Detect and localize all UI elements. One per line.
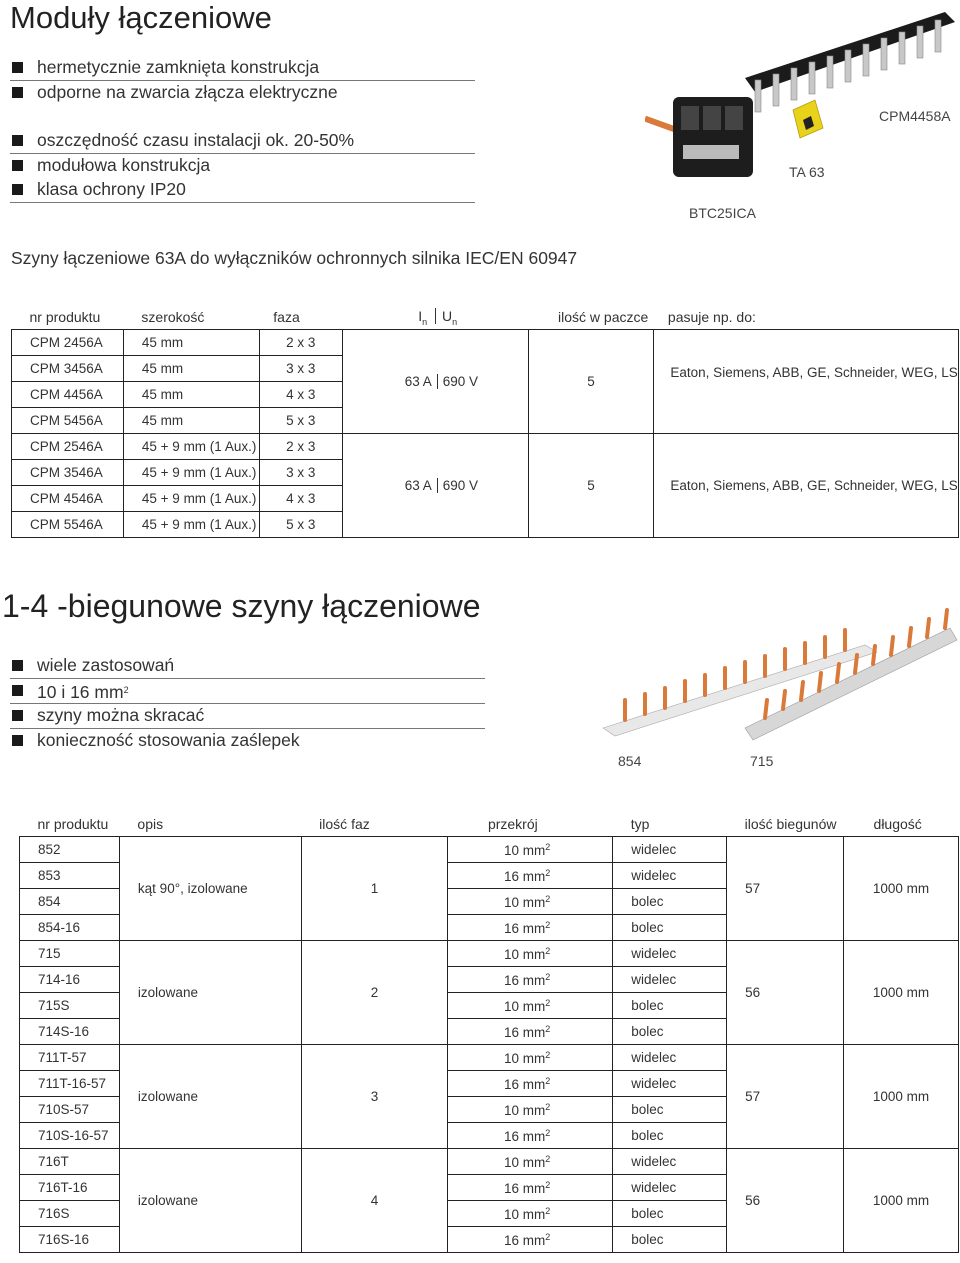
cell-phase: 3 x 3 (259, 356, 342, 382)
cell-qty: 5 (528, 434, 654, 538)
product-photo-comb-busbars (595, 600, 960, 750)
cell-length: 1000 mm (844, 1149, 959, 1253)
cell-product: CPM 2546A (12, 434, 124, 460)
table-row (20, 1149, 959, 1175)
cell-width: 45 mm (123, 408, 259, 434)
superscript: 2 (545, 971, 551, 982)
section-value: 16 mm (503, 1180, 546, 1196)
header-i: I (418, 307, 423, 324)
table1-subtitle: Szyny łączeniowe 63A do wyłączników ochronnych silnika IEC/EN 60947 (11, 248, 578, 268)
cell-type: widelec (613, 1149, 727, 1175)
cell-desc: izolowane (119, 1045, 301, 1149)
cell-product: 715 (20, 941, 120, 967)
col-header-fits: pasuje np. do: (654, 305, 959, 330)
cell-phases: 1 (301, 837, 448, 941)
section-value: 16 mm (503, 1128, 546, 1144)
cell-section (448, 967, 613, 993)
col-header-poles: ilość biegunów (727, 812, 844, 837)
section-value: 16 mm (503, 920, 546, 936)
section-value: 10 mm (503, 1154, 546, 1170)
cell-fits: Eaton, Siemens, ABB, GE, Schneider, WEG, LS (654, 434, 959, 538)
section-value: 16 mm (503, 972, 546, 988)
section-value: 10 mm (503, 998, 546, 1014)
col-header-length: długość (844, 812, 959, 837)
feature-item: odporne na zwarcia złącza elektryczne (10, 81, 475, 105)
rating-voltage: 690 V (437, 478, 478, 493)
col-header-product: nr produktu (20, 812, 120, 837)
cell-section (448, 993, 613, 1019)
cell-poles: 57 (727, 1045, 844, 1149)
col-header-desc: opis (119, 812, 301, 837)
section-value: 10 mm (503, 1206, 546, 1222)
cell-type: widelec (613, 1045, 727, 1071)
section-value: 10 mm (503, 842, 546, 858)
cell-width: 45 + 9 mm (1 Aux.) (123, 434, 259, 460)
cell-type: bolec (613, 915, 727, 941)
header-i-sub: n (422, 316, 428, 327)
cell-section (448, 1071, 613, 1097)
cell-type: bolec (613, 1227, 727, 1253)
col-header-product: nr produktu (12, 305, 124, 330)
cell-product: 710S-57 (20, 1097, 120, 1123)
section-value: 16 mm (503, 1024, 546, 1040)
cell-product: CPM 2456A (12, 330, 124, 356)
superscript: 2 (545, 1023, 551, 1034)
cell-type: widelec (613, 863, 727, 889)
cell-type: bolec (613, 1097, 727, 1123)
table-header-row (20, 812, 959, 837)
superscript: 2 (123, 685, 129, 695)
cell-width: 45 mm (123, 382, 259, 408)
table-row (20, 1045, 959, 1071)
cell-phase: 3 x 3 (259, 460, 342, 486)
superscript: 2 (545, 841, 551, 852)
cell-section (448, 1019, 613, 1045)
superscript: 2 (545, 867, 551, 878)
superscript: 2 (545, 1205, 551, 1216)
feature-item: modułowa konstrukcja (10, 154, 475, 178)
col-header-section: przekrój (448, 812, 613, 837)
table-row (12, 434, 959, 460)
header-u: U (435, 308, 452, 324)
caption-ta: TA 63 (789, 164, 825, 180)
cell-section (448, 1201, 613, 1227)
section-value: 10 mm (503, 1102, 546, 1118)
cell-desc: kąt 90°, izolowane (119, 837, 301, 941)
cell-product: 716T-16 (20, 1175, 120, 1201)
cell-desc: izolowane (119, 1149, 301, 1253)
cell-product: 714S-16 (20, 1019, 120, 1045)
section-value: 10 mm (503, 1050, 546, 1066)
cell-phase: 2 x 3 (259, 434, 342, 460)
cell-width: 45 mm (123, 330, 259, 356)
cell-product: CPM 3456A (12, 356, 124, 382)
cell-width: 45 + 9 mm (1 Aux.) (123, 512, 259, 538)
cell-phases: 4 (301, 1149, 448, 1253)
feature-list-2 (10, 654, 485, 753)
cell-type: widelec (613, 967, 727, 993)
col-header-width: szerokość (123, 305, 259, 330)
cell-section (448, 1175, 613, 1201)
cell-product: 716S-16 (20, 1227, 120, 1253)
rating-voltage: 690 V (437, 374, 478, 389)
cell-product: CPM 5456A (12, 408, 124, 434)
cell-section (448, 863, 613, 889)
cell-phase: 4 x 3 (259, 382, 342, 408)
table-row (20, 941, 959, 967)
caption-btc: BTC25ICA (689, 205, 756, 221)
superscript: 2 (545, 919, 551, 930)
cell-section (448, 941, 613, 967)
caption-854: 854 (618, 753, 642, 769)
cell-type: bolec (613, 1019, 727, 1045)
caption-cpm: CPM4458A (879, 108, 951, 124)
cell-section (448, 915, 613, 941)
cell-product: 854 (20, 889, 120, 915)
table-row (20, 837, 959, 863)
cell-product: 714-16 (20, 967, 120, 993)
cell-type: widelec (613, 941, 727, 967)
col-header-type: typ (613, 812, 727, 837)
feature-item: hermetycznie zamknięta konstrukcja (10, 56, 475, 81)
cell-length: 1000 mm (844, 941, 959, 1045)
table-row (12, 330, 959, 356)
cell-phase: 4 x 3 (259, 486, 342, 512)
cell-type: widelec (613, 1071, 727, 1097)
superscript: 2 (545, 1049, 551, 1060)
cell-phases: 3 (301, 1045, 448, 1149)
feature-list (10, 56, 475, 203)
cell-phase: 2 x 3 (259, 330, 342, 356)
cell-desc: izolowane (119, 941, 301, 1045)
cell-product: 716T (20, 1149, 120, 1175)
cell-poles: 56 (727, 941, 844, 1045)
superscript: 2 (545, 1179, 551, 1190)
rating-current: 63 A (404, 374, 431, 389)
cell-section (448, 1149, 613, 1175)
cell-length: 1000 mm (844, 837, 959, 941)
cell-phases: 2 (301, 941, 448, 1045)
cell-product: CPM 5546A (12, 512, 124, 538)
cell-section (448, 837, 613, 863)
section-value: 16 mm (503, 1076, 546, 1092)
superscript: 2 (545, 1075, 551, 1086)
cell-type: bolec (613, 889, 727, 915)
cell-type: bolec (613, 1201, 727, 1227)
table-header-row (12, 305, 959, 330)
cell-product: CPM 4546A (12, 486, 124, 512)
cell-product: 852 (20, 837, 120, 863)
cell-section (448, 1227, 613, 1253)
superscript: 2 (545, 893, 551, 904)
cell-type: widelec (613, 837, 727, 863)
header-u-sub: n (452, 316, 458, 327)
cell-product: CPM 3546A (12, 460, 124, 486)
superscript: 2 (545, 945, 551, 956)
col-header-qty: ilość w paczce (528, 305, 654, 330)
feature-text: 10 i 16 mm (37, 682, 124, 702)
caption-715: 715 (750, 753, 774, 769)
superscript: 2 (545, 1127, 551, 1138)
cell-product: CPM 4456A (12, 382, 124, 408)
cell-section (448, 1045, 613, 1071)
comb-busbar-table (19, 812, 959, 1253)
feature-item: klasa ochrony IP20 (10, 178, 475, 203)
cell-width: 45 + 9 mm (1 Aux.) (123, 486, 259, 512)
cell-type: widelec (613, 1175, 727, 1201)
cell-section (448, 889, 613, 915)
cell-width: 45 mm (123, 356, 259, 382)
cell-width: 45 + 9 mm (1 Aux.) (123, 460, 259, 486)
page-title: Moduły łączeniowe (10, 0, 272, 35)
cell-fits: Eaton, Siemens, ABB, GE, Schneider, WEG, LS (654, 330, 959, 434)
feature-item (10, 679, 485, 704)
cell-product: 715S (20, 993, 120, 1019)
section-value: 16 mm (503, 868, 546, 884)
cell-phase: 5 x 3 (259, 512, 342, 538)
col-header-phases: ilość faz (301, 812, 448, 837)
rating-current: 63 A (404, 478, 431, 493)
section-value: 10 mm (503, 946, 546, 962)
cell-product: 710S-16-57 (20, 1123, 120, 1149)
section2-title: 1-4 -biegunowe szyny łączeniowe (2, 588, 481, 624)
cell-rating (342, 434, 528, 538)
cell-qty: 5 (528, 330, 654, 434)
col-header-phase: faza (259, 305, 342, 330)
cell-product: 853 (20, 863, 120, 889)
cell-poles: 57 (727, 837, 844, 941)
superscript: 2 (545, 1153, 551, 1164)
cell-product: 716S (20, 1201, 120, 1227)
cell-rating (342, 330, 528, 434)
feature-item: oszczędność czasu instalacji ok. 20-50% (10, 129, 475, 154)
cell-length: 1000 mm (844, 1045, 959, 1149)
superscript: 2 (545, 1101, 551, 1112)
section-value: 10 mm (503, 894, 546, 910)
cell-phase: 5 x 3 (259, 408, 342, 434)
busbar-63a-table (11, 305, 959, 538)
cell-poles: 56 (727, 1149, 844, 1253)
cell-product: 854-16 (20, 915, 120, 941)
feature-item: konieczność stosowania zaślepek (10, 729, 485, 753)
cell-type: bolec (613, 993, 727, 1019)
col-header-rating (342, 305, 528, 330)
cell-section (448, 1097, 613, 1123)
feature-item: wiele zastosowań (10, 654, 485, 679)
cell-product: 711T-16-57 (20, 1071, 120, 1097)
superscript: 2 (545, 1231, 551, 1242)
section-value: 16 mm (503, 1232, 546, 1248)
cell-product: 711T-57 (20, 1045, 120, 1071)
cell-section (448, 1123, 613, 1149)
cell-type: bolec (613, 1123, 727, 1149)
superscript: 2 (545, 997, 551, 1008)
feature-item: szyny można skracać (10, 704, 485, 729)
